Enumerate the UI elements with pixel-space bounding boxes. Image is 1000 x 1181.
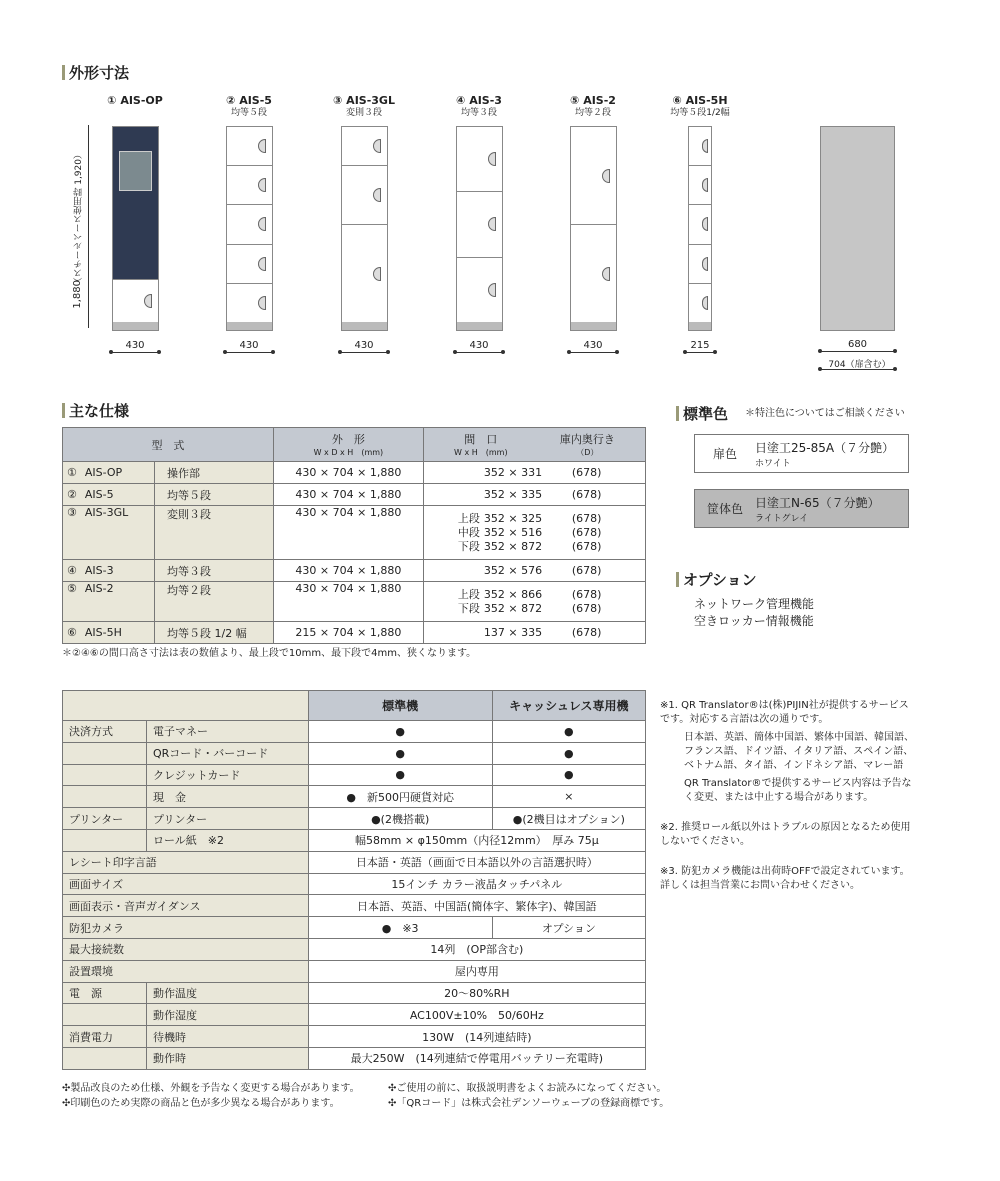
spec-model-cell	[63, 506, 155, 560]
spec-footnote: ＊②④⑥の間口高さ寸法は表の数値より、最上段で10mm、最下段で4mm、狭くなります。	[62, 648, 477, 659]
opening-depth: (678)	[571, 601, 602, 615]
locker-door	[227, 205, 272, 244]
feature-cashless-value: ×	[492, 786, 645, 808]
feature-category: 設置環境	[63, 960, 309, 982]
opening-size: 352 × 516	[483, 525, 543, 539]
body-color-name: ライトグレイ	[755, 513, 809, 524]
spec-outer-cell: 430 × 704 × 1,880	[273, 462, 423, 484]
model-sub: 均等３段	[460, 108, 497, 118]
feature-category	[63, 786, 147, 808]
feature-header-blank	[63, 691, 309, 721]
dims-section-title	[62, 62, 129, 83]
side-note: ※3. 防犯カメラ機能は出荷時OFFで設定されています。詳しくは担当営業にお問い合わせください。	[660, 866, 910, 891]
door-color-box	[694, 434, 909, 473]
spec-header-outer	[273, 428, 423, 462]
title-bar-decor	[676, 406, 679, 421]
dims-title-text: 外形寸法	[69, 64, 130, 82]
locker-door	[227, 166, 272, 205]
locker-door	[227, 284, 272, 323]
feature-cashless-value: ●	[492, 721, 645, 743]
body-color-label: 筐体色	[706, 502, 743, 516]
spec-model-name: AIS-OP	[84, 466, 123, 479]
feature-category	[63, 764, 147, 786]
feature-row	[63, 960, 646, 982]
feature-value: 20〜80%RH	[308, 982, 645, 1004]
door-handle-icon	[258, 178, 266, 192]
footer-notes-right	[388, 1081, 669, 1111]
opening-size: 352 × 576	[483, 563, 543, 577]
width-label: 215	[690, 340, 710, 351]
feature-row	[63, 895, 646, 917]
feature-subcategory: 待機時	[147, 1026, 309, 1048]
option-title-text: オプション	[683, 571, 757, 589]
locker-door	[689, 127, 711, 166]
spec-header-model: 型 式	[63, 428, 274, 462]
feature-standard-value: ● ※3	[308, 917, 492, 939]
door-handle-icon	[258, 257, 266, 271]
opening-depth: (678)	[571, 465, 602, 479]
opening-depth: (678)	[571, 487, 602, 501]
door-color-label: 扉色	[712, 447, 737, 461]
spec-outer-cell: 430 × 704 × 1,880	[273, 560, 423, 582]
side-note: QR Translator®で提供するサービス内容は予告なく変更、または中止する場合があります。	[684, 778, 912, 803]
model-sub: 変則３段	[345, 108, 382, 118]
footer-note: ✣印刷色のため実際の商品と色が多少異なる場合があります。	[62, 1098, 340, 1109]
locker-base	[571, 322, 616, 330]
feature-subcategory: 動作温度	[147, 982, 309, 1004]
spec-type-cell: 変則３段	[155, 506, 274, 560]
height-dim-line	[88, 125, 89, 328]
opening-tier	[428, 626, 484, 640]
height-note: （スチールベース使用時 1,920）	[74, 150, 84, 287]
spec-model-cell	[63, 462, 155, 484]
opening-line	[428, 526, 641, 540]
door-handle-icon	[373, 267, 381, 281]
model-name: ① AIS-OP	[107, 94, 163, 107]
opening-depth: (678)	[571, 625, 602, 639]
feature-cashless-value: オプション	[492, 917, 645, 939]
feature-row	[63, 721, 646, 743]
title-bar-decor	[62, 65, 65, 80]
feature-value: 日本語・英語（画面で日本語以外の言語選択時）	[308, 851, 645, 873]
color-note: ＊特注色についてはご相談ください	[745, 408, 905, 419]
feature-subcategory: ロール紙 ※2	[147, 829, 309, 851]
footer-note: ✣製品改良のため仕様、外観を予告なく変更する場合があります。	[62, 1083, 360, 1094]
locker-door	[571, 225, 616, 323]
spec-opening-cell	[423, 622, 645, 644]
side-depth-label: 704（扉含む）	[828, 360, 891, 370]
door-handle-icon	[488, 283, 496, 297]
feature-standard-value: ●	[308, 764, 492, 786]
side-note: 日本語、英語、簡体中国語、繁体中国語、韓国語、フランス語、ドイツ語、イタリア語、スペイン語、ベトナム語、タイ語、インドネシア語、マレー語	[684, 732, 914, 771]
locker-base	[689, 322, 711, 330]
feature-subcategory: 動作時	[147, 1047, 309, 1069]
opening-tier: 上段	[457, 587, 480, 601]
spec-opening-cell	[423, 506, 645, 560]
feature-category	[63, 829, 147, 851]
feature-row	[63, 873, 646, 895]
feature-header-standard: 標準機	[308, 691, 492, 721]
door-handle-icon	[144, 294, 152, 308]
body-color-code: 日塗工N-65（７分艶）	[755, 495, 880, 510]
opening-depth: (678)	[571, 563, 602, 577]
spec-model-cell	[63, 484, 155, 506]
spec-opening-cell	[423, 582, 645, 622]
spec-table-body	[63, 462, 646, 644]
feature-cashless-value: ●	[492, 742, 645, 764]
feature-category: 防犯カメラ	[63, 917, 309, 939]
feature-row	[63, 1026, 646, 1048]
model-heading	[538, 95, 648, 119]
feature-row	[63, 808, 646, 830]
door-handle-icon	[258, 217, 266, 231]
opening-tier: 下段	[457, 601, 480, 615]
feature-subcategory: 現 金	[147, 786, 309, 808]
feature-row	[63, 917, 646, 939]
feature-value: 15インチ カラー液晶タッチパネル	[308, 873, 645, 895]
spec-outer-cell: 430 × 704 × 1,880	[273, 506, 423, 560]
opening-line	[428, 512, 641, 526]
side-notes	[660, 699, 915, 893]
spec-model-name: AIS-3GL	[84, 506, 129, 519]
spec-title-text: 主な仕様	[69, 402, 130, 420]
spec-model-no: ⑥	[67, 626, 77, 639]
spec-model-name: AIS-5H	[84, 626, 122, 639]
locker-door	[689, 166, 711, 205]
touch-screen	[119, 151, 152, 191]
locker-door	[689, 245, 711, 284]
outer-header-text: 外 形	[331, 433, 365, 446]
model-heading	[424, 95, 534, 119]
locker-unit	[456, 126, 503, 331]
spec-outer-cell: 430 × 704 × 1,880	[273, 582, 423, 622]
spec-model-no: ④	[67, 564, 77, 577]
feature-value: AC100V±10% 50/60Hz	[308, 1004, 645, 1026]
locker-base	[227, 322, 272, 330]
model-sub: 均等５段	[230, 108, 267, 118]
spec-model-no: ①	[67, 466, 77, 479]
locker-door	[342, 225, 387, 323]
side-width-line	[820, 351, 895, 352]
spec-opening-cell	[423, 484, 645, 506]
model-name: ⑤ AIS-2	[570, 94, 616, 107]
opening-line	[428, 466, 641, 480]
spec-model-cell	[63, 560, 155, 582]
locker-door	[113, 280, 158, 323]
side-note: ※1. QR Translator®は(株)PIJIN社が提供するサービスです。対応する言語は次の通りです。	[660, 700, 909, 725]
opening-tier: 中段	[457, 525, 480, 539]
opening-size: 352 × 872	[483, 539, 543, 553]
feature-category: 画面表示・音声ガイダンス	[63, 895, 309, 917]
spec-row	[63, 560, 646, 582]
width-dim-line	[569, 352, 617, 353]
locker-base	[342, 322, 387, 330]
option-item: 空きロッカー情報機能	[694, 614, 814, 628]
door-color-code: 日塗工25-85A（７分艶）	[755, 440, 895, 455]
spec-model-name: AIS-5	[84, 488, 114, 501]
feature-category	[63, 1004, 147, 1026]
door-handle-icon	[258, 296, 266, 310]
feature-category: 消費電力	[63, 1026, 147, 1048]
width-label: 430	[354, 340, 374, 351]
door-handle-icon	[702, 257, 708, 271]
door-handle-icon	[702, 296, 708, 310]
width-dim-line	[340, 352, 388, 353]
feature-standard-value: ●(2機搭載)	[308, 808, 492, 830]
feature-category: プリンター	[63, 808, 147, 830]
model-name: ④ AIS-3	[456, 94, 502, 107]
width-label: 430	[239, 340, 259, 351]
locker-unit	[112, 126, 159, 331]
side-note: ※2. 推奨ロール紙以外はトラブルの原因となるため使用しないでください。	[660, 822, 911, 847]
opening-size: 352 × 866	[483, 587, 543, 601]
operation-panel	[113, 127, 158, 280]
spec-table	[62, 427, 646, 644]
feature-row	[63, 829, 646, 851]
color-title-text: 標準色	[683, 405, 729, 423]
option-item: ネットワーク管理機能	[694, 597, 815, 611]
door-handle-icon	[373, 139, 381, 153]
spec-opening-cell	[423, 462, 645, 484]
spec-outer-cell: 215 × 704 × 1,880	[273, 622, 423, 644]
model-sub: 均等５段1/2幅	[670, 108, 730, 118]
locker-base	[457, 322, 502, 330]
feature-category: レシート印字言語	[63, 851, 309, 873]
feature-row	[63, 786, 646, 808]
opening-size: 137 × 335	[483, 625, 543, 639]
side-width-label: 680	[847, 339, 868, 350]
door-handle-icon	[702, 217, 708, 231]
depth-header-text: 庫内奥行き	[559, 433, 615, 446]
width-label: 430	[583, 340, 603, 351]
spec-opening-cell	[423, 560, 645, 582]
door-handle-icon	[258, 139, 266, 153]
locker-unit	[688, 126, 712, 331]
feature-cashless-value: ●	[492, 764, 645, 786]
opening-depth: (678)	[571, 511, 602, 525]
depth-unit-text: （D）	[576, 448, 599, 457]
feature-row	[63, 982, 646, 1004]
feature-value: 14列 (OP部含む)	[308, 938, 645, 960]
feature-value: 130W (14列連結時)	[308, 1026, 645, 1048]
opening-depth: (678)	[571, 525, 602, 539]
spec-section-title	[62, 400, 129, 421]
feature-row	[63, 764, 646, 786]
opening-tier: 上段	[457, 511, 480, 525]
model-name: ⑥ AIS-5H	[672, 94, 728, 107]
spec-type-cell: 均等５段 1/2 幅	[155, 622, 274, 644]
feature-header-cashless: キャッシュレス専用機	[492, 691, 645, 721]
opening-size: 352 × 325	[483, 511, 543, 525]
footer-note: ✣「QRコード」は株式会社デンソーウェーブの登録商標です。	[388, 1098, 670, 1109]
locker-door	[342, 127, 387, 166]
model-name: ② AIS-5	[226, 94, 272, 107]
outer-unit-text: W x D x H (mm)	[313, 448, 384, 457]
locker-door	[227, 245, 272, 284]
width-dim-line	[685, 352, 715, 353]
feature-row	[63, 742, 646, 764]
spec-model-no: ③	[67, 506, 77, 519]
feature-category	[63, 742, 147, 764]
locker-door	[457, 258, 502, 323]
color-section-title	[676, 403, 728, 424]
locker-door	[689, 205, 711, 244]
footer-notes-left	[62, 1081, 360, 1111]
opening-size: 352 × 872	[483, 601, 543, 615]
opening-size: 352 × 335	[483, 487, 543, 501]
feature-cashless-value: ●(2機目はオプション)	[492, 808, 645, 830]
locker-door	[457, 127, 502, 192]
locker-unit	[570, 126, 617, 331]
locker-door	[571, 127, 616, 225]
feature-category: 電 源	[63, 982, 147, 1004]
locker-door	[689, 284, 711, 323]
spec-model-no: ⑤	[67, 582, 77, 595]
spec-outer-cell: 430 × 704 × 1,880	[273, 484, 423, 506]
feature-value: 日本語、英語、中国語(簡体字、繁体字)、韓国語	[308, 895, 645, 917]
spec-header-opening	[423, 428, 645, 462]
width-label: 430	[469, 340, 489, 351]
door-color-name: ホワイト	[755, 458, 791, 469]
feature-subcategory: 電子マネー	[147, 721, 309, 743]
title-bar-decor	[62, 403, 65, 418]
locker-unit	[226, 126, 273, 331]
feature-table-body	[63, 721, 646, 1070]
height-label: 1,880	[72, 280, 83, 309]
model-heading	[645, 95, 755, 119]
opening-tier	[428, 488, 484, 502]
body-color-box	[694, 489, 909, 528]
feature-value: 屋内専用	[308, 960, 645, 982]
opening-line	[428, 488, 641, 502]
spec-model-name: AIS-3	[84, 564, 114, 577]
opening-tier: 下段	[457, 539, 480, 553]
door-handle-icon	[373, 188, 381, 202]
opening-depth: (678)	[571, 539, 602, 553]
spec-type-cell: 均等２段	[155, 582, 274, 622]
spec-row	[63, 506, 646, 560]
spec-type-cell: 均等３段	[155, 560, 274, 582]
option-section-title	[676, 569, 757, 590]
feature-category	[63, 1047, 147, 1069]
opening-tier	[428, 564, 484, 578]
model-heading	[309, 95, 419, 119]
model-sub: 均等２段	[574, 108, 611, 118]
feature-category: 画面サイズ	[63, 873, 309, 895]
model-name: ③ AIS-3GL	[333, 94, 395, 107]
width-dim-line	[455, 352, 503, 353]
spec-row	[63, 484, 646, 506]
opening-unit-text: W x H (mm)	[454, 448, 508, 457]
model-heading	[80, 95, 190, 107]
spec-type-cell: 均等５段	[155, 484, 274, 506]
opening-line	[428, 588, 641, 602]
feature-standard-value: ●	[308, 742, 492, 764]
feature-standard-value: ●	[308, 721, 492, 743]
feature-row	[63, 1004, 646, 1026]
spec-model-cell	[63, 582, 155, 622]
spec-row	[63, 582, 646, 622]
feature-value: 最大250W (14列連結で停電用バッテリー充電時)	[308, 1047, 645, 1069]
opening-tier	[428, 466, 484, 480]
locker-door	[342, 166, 387, 225]
footer-note: ✣ご使用の前に、取扱説明書をよくお読みになってください。	[388, 1083, 667, 1094]
feature-subcategory: プリンター	[147, 808, 309, 830]
door-handle-icon	[702, 139, 708, 153]
spec-model-name: AIS-2	[84, 582, 114, 595]
door-handle-icon	[602, 169, 610, 183]
title-bar-decor	[676, 572, 679, 587]
width-dim-line	[111, 352, 159, 353]
door-handle-icon	[602, 267, 610, 281]
feature-row	[63, 938, 646, 960]
feature-row	[63, 851, 646, 873]
feature-subcategory: QRコード・バーコード	[147, 742, 309, 764]
model-heading	[194, 95, 304, 119]
door-handle-icon	[488, 152, 496, 166]
spec-row	[63, 462, 646, 484]
feature-category: 最大接続数	[63, 938, 309, 960]
opening-line	[428, 540, 641, 554]
locker-base	[113, 322, 158, 330]
spec-type-cell: 操作部	[155, 462, 274, 484]
door-handle-icon	[488, 217, 496, 231]
option-list	[694, 596, 814, 630]
feature-row	[63, 1047, 646, 1069]
spec-model-no: ②	[67, 488, 77, 501]
opening-size: 352 × 331	[483, 465, 543, 479]
locker-door	[457, 192, 502, 257]
width-dim-line	[225, 352, 273, 353]
width-label: 430	[125, 340, 145, 351]
opening-line	[428, 626, 641, 640]
spec-row	[63, 622, 646, 644]
feature-category: 決済方式	[63, 721, 147, 743]
feature-table	[62, 690, 646, 1070]
opening-line	[428, 564, 641, 578]
opening-line	[428, 602, 641, 616]
spec-model-cell	[63, 622, 155, 644]
feature-value: 幅58mm × φ150mm（内径12mm） 厚み 75μ	[308, 829, 645, 851]
opening-depth: (678)	[571, 587, 602, 601]
feature-subcategory: クレジットカード	[147, 764, 309, 786]
door-handle-icon	[702, 178, 708, 192]
feature-subcategory: 動作湿度	[147, 1004, 309, 1026]
opening-header-text: 間 口	[464, 433, 498, 446]
locker-door	[227, 127, 272, 166]
feature-standard-value: ● 新500円硬貨対応	[308, 786, 492, 808]
locker-unit	[341, 126, 388, 331]
side-view	[820, 126, 895, 331]
